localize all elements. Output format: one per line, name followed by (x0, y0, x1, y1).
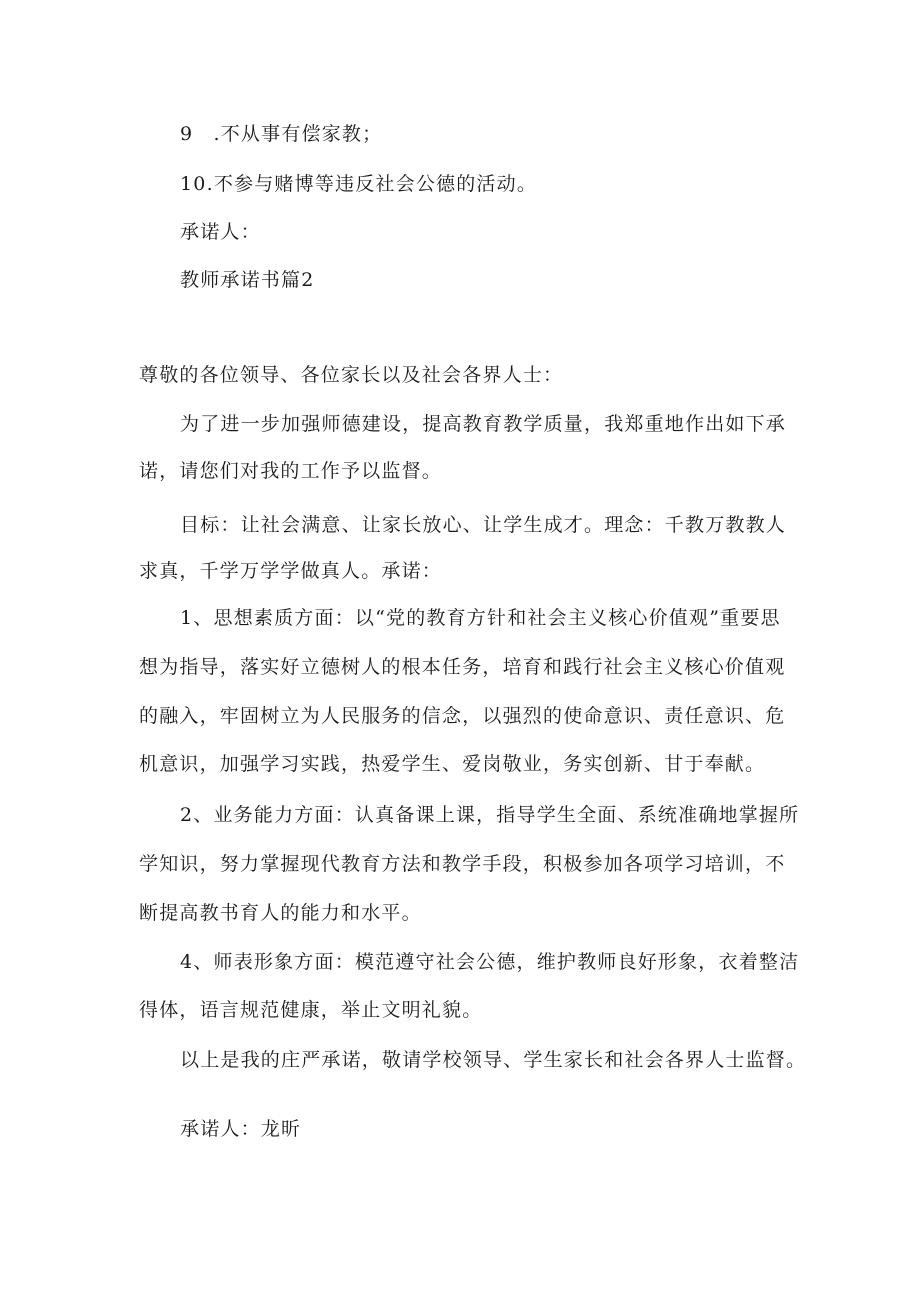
paragraph-2-line-1: 2、业务能力方面：认真备课上课，指导学生全面、系统准确地掌握所 (180, 804, 800, 826)
signer-label: 承诺人： (180, 221, 261, 243)
paragraph-1-line-4: 机意识，加强学习实践，热爱学生、爱岗敬业，务实创新、甘于奉献。 (139, 753, 766, 775)
paragraph-1-line-2: 想为指导，落实好立德树人的根本任务，培育和践行社会主义核心价值观 (139, 656, 786, 678)
paragraph-4-line-2: 得体，语言规范健康，举止文明礼貌。 (139, 999, 483, 1021)
intro-line-2: 诺，请您们对我的工作予以监督。 (139, 460, 443, 482)
signer-full: 承诺人：龙昕 (180, 1118, 302, 1140)
paragraph-2-line-3: 断提高教书育人的能力和水平。 (139, 902, 422, 924)
list-item-10: 10.不参与赌博等违反社会公德的活动。 (180, 173, 538, 195)
intro-line-1: 为了进一步加强师德建设，提高教育教学质量，我郑重地作出如下承 (180, 413, 787, 435)
goal-line-1: 目标：让社会满意、让家长放心、让学生成才。理念：千教万教教人 (180, 514, 787, 536)
paragraph-4-line-1: 4、师表形象方面：模范遵守社会公德，维护教师良好形象，衣着整洁 (180, 951, 800, 973)
section-title: 教师承诺书篇2 (180, 269, 315, 291)
list-item-9: 9 .不从事有偿家教； (180, 123, 383, 145)
paragraph-1-line-3: 的融入，牢固树立为人民服务的信念，以强烈的使命意识、责任意识、危 (139, 705, 786, 727)
paragraph-1-line-1: 1、思想素质方面：以“党的教育方针和社会主义核心价值观”重要思 (180, 607, 781, 629)
salutation: 尊敬的各位领导、各位家长以及社会各界人士： (139, 364, 564, 386)
closing-statement: 以上是我的庄严承诺，敬请学校领导、学生家长和社会各界人士监督。 (180, 1049, 807, 1071)
goal-line-2: 求真，千学万学学做真人。承诺： (139, 560, 443, 582)
paragraph-2-line-2: 学知识，努力掌握现代教育方法和教学手段，积极参加各项学习培训，不 (139, 853, 786, 875)
